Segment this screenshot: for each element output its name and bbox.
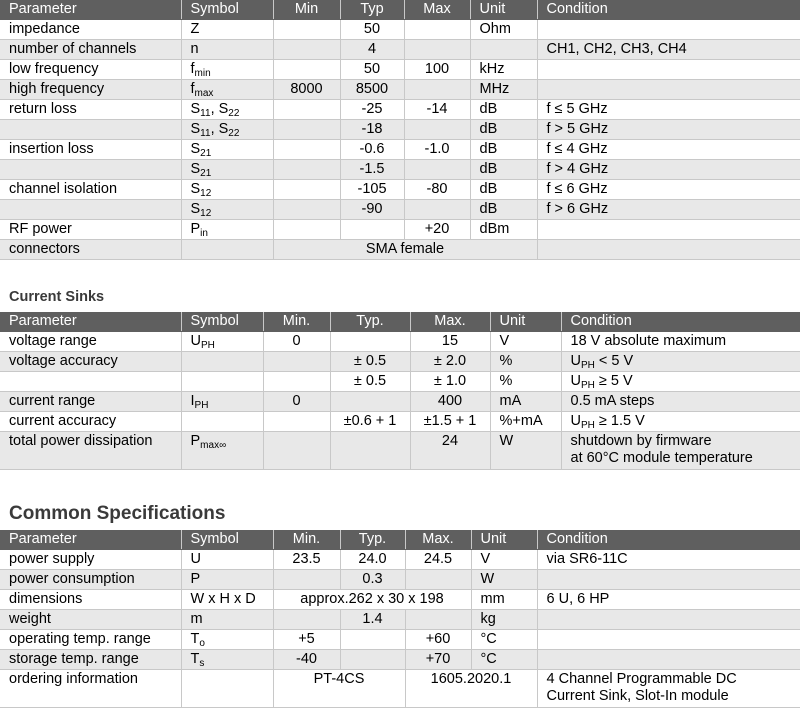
condition-text-2: < 5 V <box>594 353 634 369</box>
table-row <box>0 120 800 140</box>
typ-cell: ± 0.5 <box>330 372 410 392</box>
symbol-text: P <box>190 221 201 237</box>
min-cell <box>273 140 340 160</box>
unit-cell: dB <box>470 120 537 140</box>
condition-cell: f > 4 GHz <box>537 160 800 180</box>
parameter-cell: power supply <box>0 550 181 570</box>
unit-cell: % <box>490 372 561 392</box>
max-cell: 100 <box>404 60 470 80</box>
parameter-cell: current accuracy <box>0 412 181 432</box>
unit-cell: dBm <box>470 220 537 240</box>
symbol-text: f <box>190 61 195 77</box>
column-header: Symbol <box>181 0 273 20</box>
table-row <box>0 610 800 630</box>
typ-cell: -18 <box>340 120 404 140</box>
min-cell <box>273 610 340 630</box>
condition-cell <box>537 670 800 708</box>
condition-line-1: 4 Channel Programmable DC <box>546 671 737 687</box>
max-cell: 400 <box>410 392 490 412</box>
condition-text: U <box>570 413 581 429</box>
table-row <box>0 40 800 60</box>
symbol-cell <box>181 412 263 432</box>
unit-cell: W <box>471 570 537 590</box>
parameter-cell <box>0 160 181 180</box>
min-cell <box>263 432 330 470</box>
symbol-text: T <box>190 631 200 647</box>
condition-cell: via SR6-11C <box>537 550 800 570</box>
column-header: Condition <box>537 0 800 20</box>
typ-cell: ± 0.5 <box>330 352 410 372</box>
symbol-cell <box>181 60 273 80</box>
max-cell: 24 <box>410 432 490 470</box>
parameter-cell <box>0 120 181 140</box>
column-header: Max. <box>410 312 490 332</box>
rf-header-row <box>0 0 800 20</box>
table-row <box>0 60 800 80</box>
min-cell <box>273 180 340 200</box>
unit-cell: mm <box>471 590 537 610</box>
symbol-subscript-2: 22 <box>228 108 240 119</box>
parameter-cell: weight <box>0 610 181 630</box>
condition-cell: f > 5 GHz <box>537 120 800 140</box>
symbol-cell <box>181 332 263 352</box>
min-cell <box>263 372 330 392</box>
column-header: Unit <box>471 530 537 550</box>
unit-cell: Ohm <box>470 20 537 40</box>
table-row <box>0 20 800 40</box>
condition-line-1: shutdown by firmware <box>570 433 712 449</box>
common-specs-table <box>0 530 800 708</box>
column-header: Typ. <box>340 530 405 550</box>
max-cell: -1.0 <box>404 140 470 160</box>
condition-text: 0.5 mA steps <box>570 393 655 409</box>
column-header: Parameter <box>0 0 181 20</box>
max-cell <box>404 20 470 40</box>
common-header-row <box>0 530 800 550</box>
symbol-subscript: max∞ <box>200 440 227 451</box>
condition-subscript: PH <box>580 380 595 391</box>
table-row <box>0 80 800 100</box>
symbol-cell <box>181 432 263 470</box>
condition-cell: f ≤ 5 GHz <box>537 100 800 120</box>
parameter-cell: high frequency <box>0 80 181 100</box>
max-cell: -80 <box>404 180 470 200</box>
min-cell <box>263 412 330 432</box>
symbol-subscript: o <box>199 638 205 649</box>
symbol-cell <box>181 372 263 392</box>
max-cell <box>404 40 470 60</box>
model-name: PT-4CS <box>273 670 405 708</box>
parameter-cell: storage temp. range <box>0 650 181 670</box>
condition-text: U <box>570 373 581 389</box>
sinks-header-row <box>0 312 800 332</box>
unit-cell: kHz <box>470 60 537 80</box>
parameter-cell: return loss <box>0 100 181 120</box>
min-cell <box>273 570 340 590</box>
symbol-text: I <box>190 393 195 409</box>
symbol-text: m <box>190 611 203 627</box>
typ-cell <box>330 392 410 412</box>
condition-cell <box>537 240 800 260</box>
min-cell: -40 <box>273 650 340 670</box>
table-row <box>0 332 800 352</box>
symbol-cell <box>181 20 273 40</box>
max-cell: +70 <box>405 650 471 670</box>
condition-cell <box>537 60 800 80</box>
symbol-text: S <box>190 161 201 177</box>
parameter-cell: voltage accuracy <box>0 352 181 372</box>
typ-cell <box>340 650 405 670</box>
symbol-cell <box>181 570 273 590</box>
parameter-cell: RF power <box>0 220 181 240</box>
symbol-subscript: min <box>194 68 211 79</box>
unit-cell: dB <box>470 200 537 220</box>
max-cell: -14 <box>404 100 470 120</box>
max-cell <box>405 610 471 630</box>
condition-cell <box>561 392 800 412</box>
condition-cell <box>537 220 800 240</box>
min-cell <box>273 20 340 40</box>
common-specs-title: Common Specifications <box>9 503 226 524</box>
connectors-row <box>0 240 800 260</box>
condition-cell <box>561 432 800 470</box>
table-row <box>0 630 800 650</box>
symbol-cell <box>181 220 273 240</box>
typ-cell: -105 <box>340 180 404 200</box>
table-row <box>0 200 800 220</box>
current-sinks-table <box>0 312 800 470</box>
table-row <box>0 550 800 570</box>
symbol-subscript: max <box>194 88 214 99</box>
condition-cell <box>561 372 800 392</box>
condition-line-2: Current Sink, Slot-In module <box>546 688 729 704</box>
unit-cell: V <box>490 332 561 352</box>
min-cell <box>273 160 340 180</box>
column-header: Min. <box>273 530 340 550</box>
table-row <box>0 372 800 392</box>
symbol-subscript: 12 <box>200 188 212 199</box>
min-cell <box>273 40 340 60</box>
parameter-cell: low frequency <box>0 60 181 80</box>
max-cell: ± 1.0 <box>410 372 490 392</box>
symbol-cell <box>181 630 273 650</box>
max-cell: ± 2.0 <box>410 352 490 372</box>
column-header: Condition <box>561 312 800 332</box>
min-cell <box>273 220 340 240</box>
min-cell: 0 <box>263 392 330 412</box>
typ-cell: ±0.6 + 1 <box>330 412 410 432</box>
symbol-text: n <box>190 41 199 57</box>
symbol-cell <box>181 40 273 60</box>
typ-cell <box>330 432 410 470</box>
parameter-cell: dimensions <box>0 590 181 610</box>
symbol-text-2: , S <box>210 121 229 137</box>
condition-cell <box>537 570 800 590</box>
min-cell: +5 <box>273 630 340 650</box>
parameter-cell: operating temp. range <box>0 630 181 650</box>
symbol-text: S <box>190 121 201 137</box>
min-cell <box>273 100 340 120</box>
max-cell: +20 <box>404 220 470 240</box>
typ-cell: 24.0 <box>340 550 405 570</box>
table-row <box>0 100 800 120</box>
table-row <box>0 140 800 160</box>
typ-cell <box>330 332 410 352</box>
max-cell <box>404 120 470 140</box>
dimensions-row <box>0 590 800 610</box>
min-cell <box>273 120 340 140</box>
symbol-subscript: 21 <box>200 168 212 179</box>
parameter-cell: number of channels <box>0 40 181 60</box>
condition-cell <box>537 610 800 630</box>
max-cell: ±1.5 + 1 <box>410 412 490 432</box>
symbol-cell: W x H x D <box>181 590 273 610</box>
parameter-cell: power consumption <box>0 570 181 590</box>
connectors-value: SMA female <box>273 240 537 260</box>
table-row <box>0 352 800 372</box>
column-header: Parameter <box>0 530 181 550</box>
unit-cell: W <box>490 432 561 470</box>
condition-cell: CH1, CH2, CH3, CH4 <box>537 40 800 60</box>
symbol-subscript: s <box>199 658 205 669</box>
typ-cell: 8500 <box>340 80 404 100</box>
unit-cell: °C <box>471 650 537 670</box>
parameter-cell: channel isolation <box>0 180 181 200</box>
symbol-cell <box>181 650 273 670</box>
typ-cell: 50 <box>340 20 404 40</box>
symbol-text: S <box>190 181 201 197</box>
symbol-text: Z <box>190 21 200 37</box>
parameter-cell: current range <box>0 392 181 412</box>
unit-cell: °C <box>471 630 537 650</box>
symbol-cell <box>181 610 273 630</box>
parameter-cell: total power dissipation <box>0 432 181 470</box>
symbol-subscript: PH <box>194 400 209 411</box>
unit-cell: dB <box>470 160 537 180</box>
parameter-cell: insertion loss <box>0 140 181 160</box>
symbol-cell <box>181 550 273 570</box>
condition-text-2: ≥ 1.5 V <box>594 413 645 429</box>
min-cell <box>263 352 330 372</box>
min-cell: 0 <box>263 332 330 352</box>
symbol-cell <box>181 80 273 100</box>
typ-cell: -0.6 <box>340 140 404 160</box>
column-header: Condition <box>537 530 800 550</box>
column-header: Max. <box>405 530 471 550</box>
table-row <box>0 220 800 240</box>
symbol-text: U <box>190 551 201 567</box>
symbol-cell <box>181 670 273 708</box>
symbol-text: T <box>190 651 200 667</box>
table-row <box>0 650 800 670</box>
typ-cell: 1.4 <box>340 610 405 630</box>
symbol-text: S <box>190 141 201 157</box>
parameter-cell: connectors <box>0 240 181 260</box>
max-cell: +60 <box>405 630 471 650</box>
condition-text: U <box>570 353 581 369</box>
min-cell: 23.5 <box>273 550 340 570</box>
table-row <box>0 412 800 432</box>
unit-cell <box>470 40 537 60</box>
max-cell <box>404 200 470 220</box>
power-dissipation-row <box>0 432 800 470</box>
unit-cell: mA <box>490 392 561 412</box>
condition-text: 18 V absolute maximum <box>570 333 727 349</box>
parameter-cell <box>0 372 181 392</box>
column-header: Parameter <box>0 312 181 332</box>
symbol-cell <box>181 120 273 140</box>
column-header: Typ <box>340 0 404 20</box>
symbol-text: S <box>190 201 201 217</box>
table-row <box>0 160 800 180</box>
column-header: Max <box>404 0 470 20</box>
unit-cell: %+mA <box>490 412 561 432</box>
column-header: Min. <box>263 312 330 332</box>
symbol-subscript: 11 <box>200 128 211 139</box>
condition-cell <box>561 332 800 352</box>
condition-line-2: at 60°C module temperature <box>570 450 753 466</box>
condition-cell: f ≤ 6 GHz <box>537 180 800 200</box>
symbol-text: f <box>190 81 195 97</box>
symbol-subscript: 12 <box>200 208 212 219</box>
column-header: Symbol <box>181 312 263 332</box>
column-header: Min <box>273 0 340 20</box>
parameter-cell <box>0 200 181 220</box>
symbol-cell <box>181 160 273 180</box>
unit-cell: dB <box>470 100 537 120</box>
column-header: Typ. <box>330 312 410 332</box>
symbol-subscript-2: 22 <box>228 128 240 139</box>
max-cell <box>404 160 470 180</box>
column-header: Unit <box>470 0 537 20</box>
condition-cell <box>537 650 800 670</box>
ordering-row <box>0 670 800 708</box>
typ-cell: -25 <box>340 100 404 120</box>
symbol-cell <box>181 140 273 160</box>
condition-cell <box>537 20 800 40</box>
parameter-cell: voltage range <box>0 332 181 352</box>
typ-cell <box>340 630 405 650</box>
condition-subscript: PH <box>580 360 595 371</box>
symbol-cell <box>181 392 263 412</box>
table-row <box>0 180 800 200</box>
typ-cell: -1.5 <box>340 160 404 180</box>
typ-cell: 50 <box>340 60 404 80</box>
max-cell: 15 <box>410 332 490 352</box>
unit-cell: MHz <box>470 80 537 100</box>
condition-cell <box>537 80 800 100</box>
symbol-cell <box>181 240 273 260</box>
symbol-subscript: PH <box>200 340 215 351</box>
typ-cell: -90 <box>340 200 404 220</box>
min-cell <box>273 60 340 80</box>
condition-text-2: ≥ 5 V <box>594 373 633 389</box>
order-number: 1605.2020.1 <box>405 670 537 708</box>
symbol-text: P <box>190 571 201 587</box>
typ-cell <box>340 220 404 240</box>
condition-cell <box>537 630 800 650</box>
symbol-subscript: 21 <box>200 148 212 159</box>
symbol-subscript: 11 <box>200 108 211 119</box>
condition-cell <box>561 352 800 372</box>
min-cell: 8000 <box>273 80 340 100</box>
rf-spec-table <box>0 0 800 260</box>
max-cell: 24.5 <box>405 550 471 570</box>
table-row <box>0 570 800 590</box>
min-cell <box>273 200 340 220</box>
condition-cell: 6 U, 6 HP <box>537 590 800 610</box>
dimensions-value: approx.262 x 30 x 198 <box>273 590 471 610</box>
symbol-text: S <box>190 101 201 117</box>
unit-cell: dB <box>470 180 537 200</box>
typ-cell: 4 <box>340 40 404 60</box>
typ-cell: 0.3 <box>340 570 405 590</box>
max-cell <box>404 80 470 100</box>
symbol-text: U <box>190 333 201 349</box>
symbol-cell <box>181 200 273 220</box>
column-header: Unit <box>490 312 561 332</box>
condition-subscript: PH <box>580 420 595 431</box>
current-sinks-title: Current Sinks <box>9 289 105 305</box>
unit-cell: dB <box>470 140 537 160</box>
symbol-subscript: in <box>200 228 208 239</box>
unit-cell: kg <box>471 610 537 630</box>
condition-cell: f > 6 GHz <box>537 200 800 220</box>
condition-cell: f ≤ 4 GHz <box>537 140 800 160</box>
symbol-cell <box>181 100 273 120</box>
symbol-cell <box>181 352 263 372</box>
condition-cell <box>561 412 800 432</box>
column-header: Symbol <box>181 530 273 550</box>
symbol-text-2: , S <box>210 101 229 117</box>
max-cell <box>405 570 471 590</box>
symbol-cell <box>181 180 273 200</box>
parameter-cell: ordering information <box>0 670 181 708</box>
unit-cell: V <box>471 550 537 570</box>
table-row <box>0 392 800 412</box>
unit-cell: % <box>490 352 561 372</box>
parameter-cell: impedance <box>0 20 181 40</box>
symbol-text: P <box>190 433 201 449</box>
